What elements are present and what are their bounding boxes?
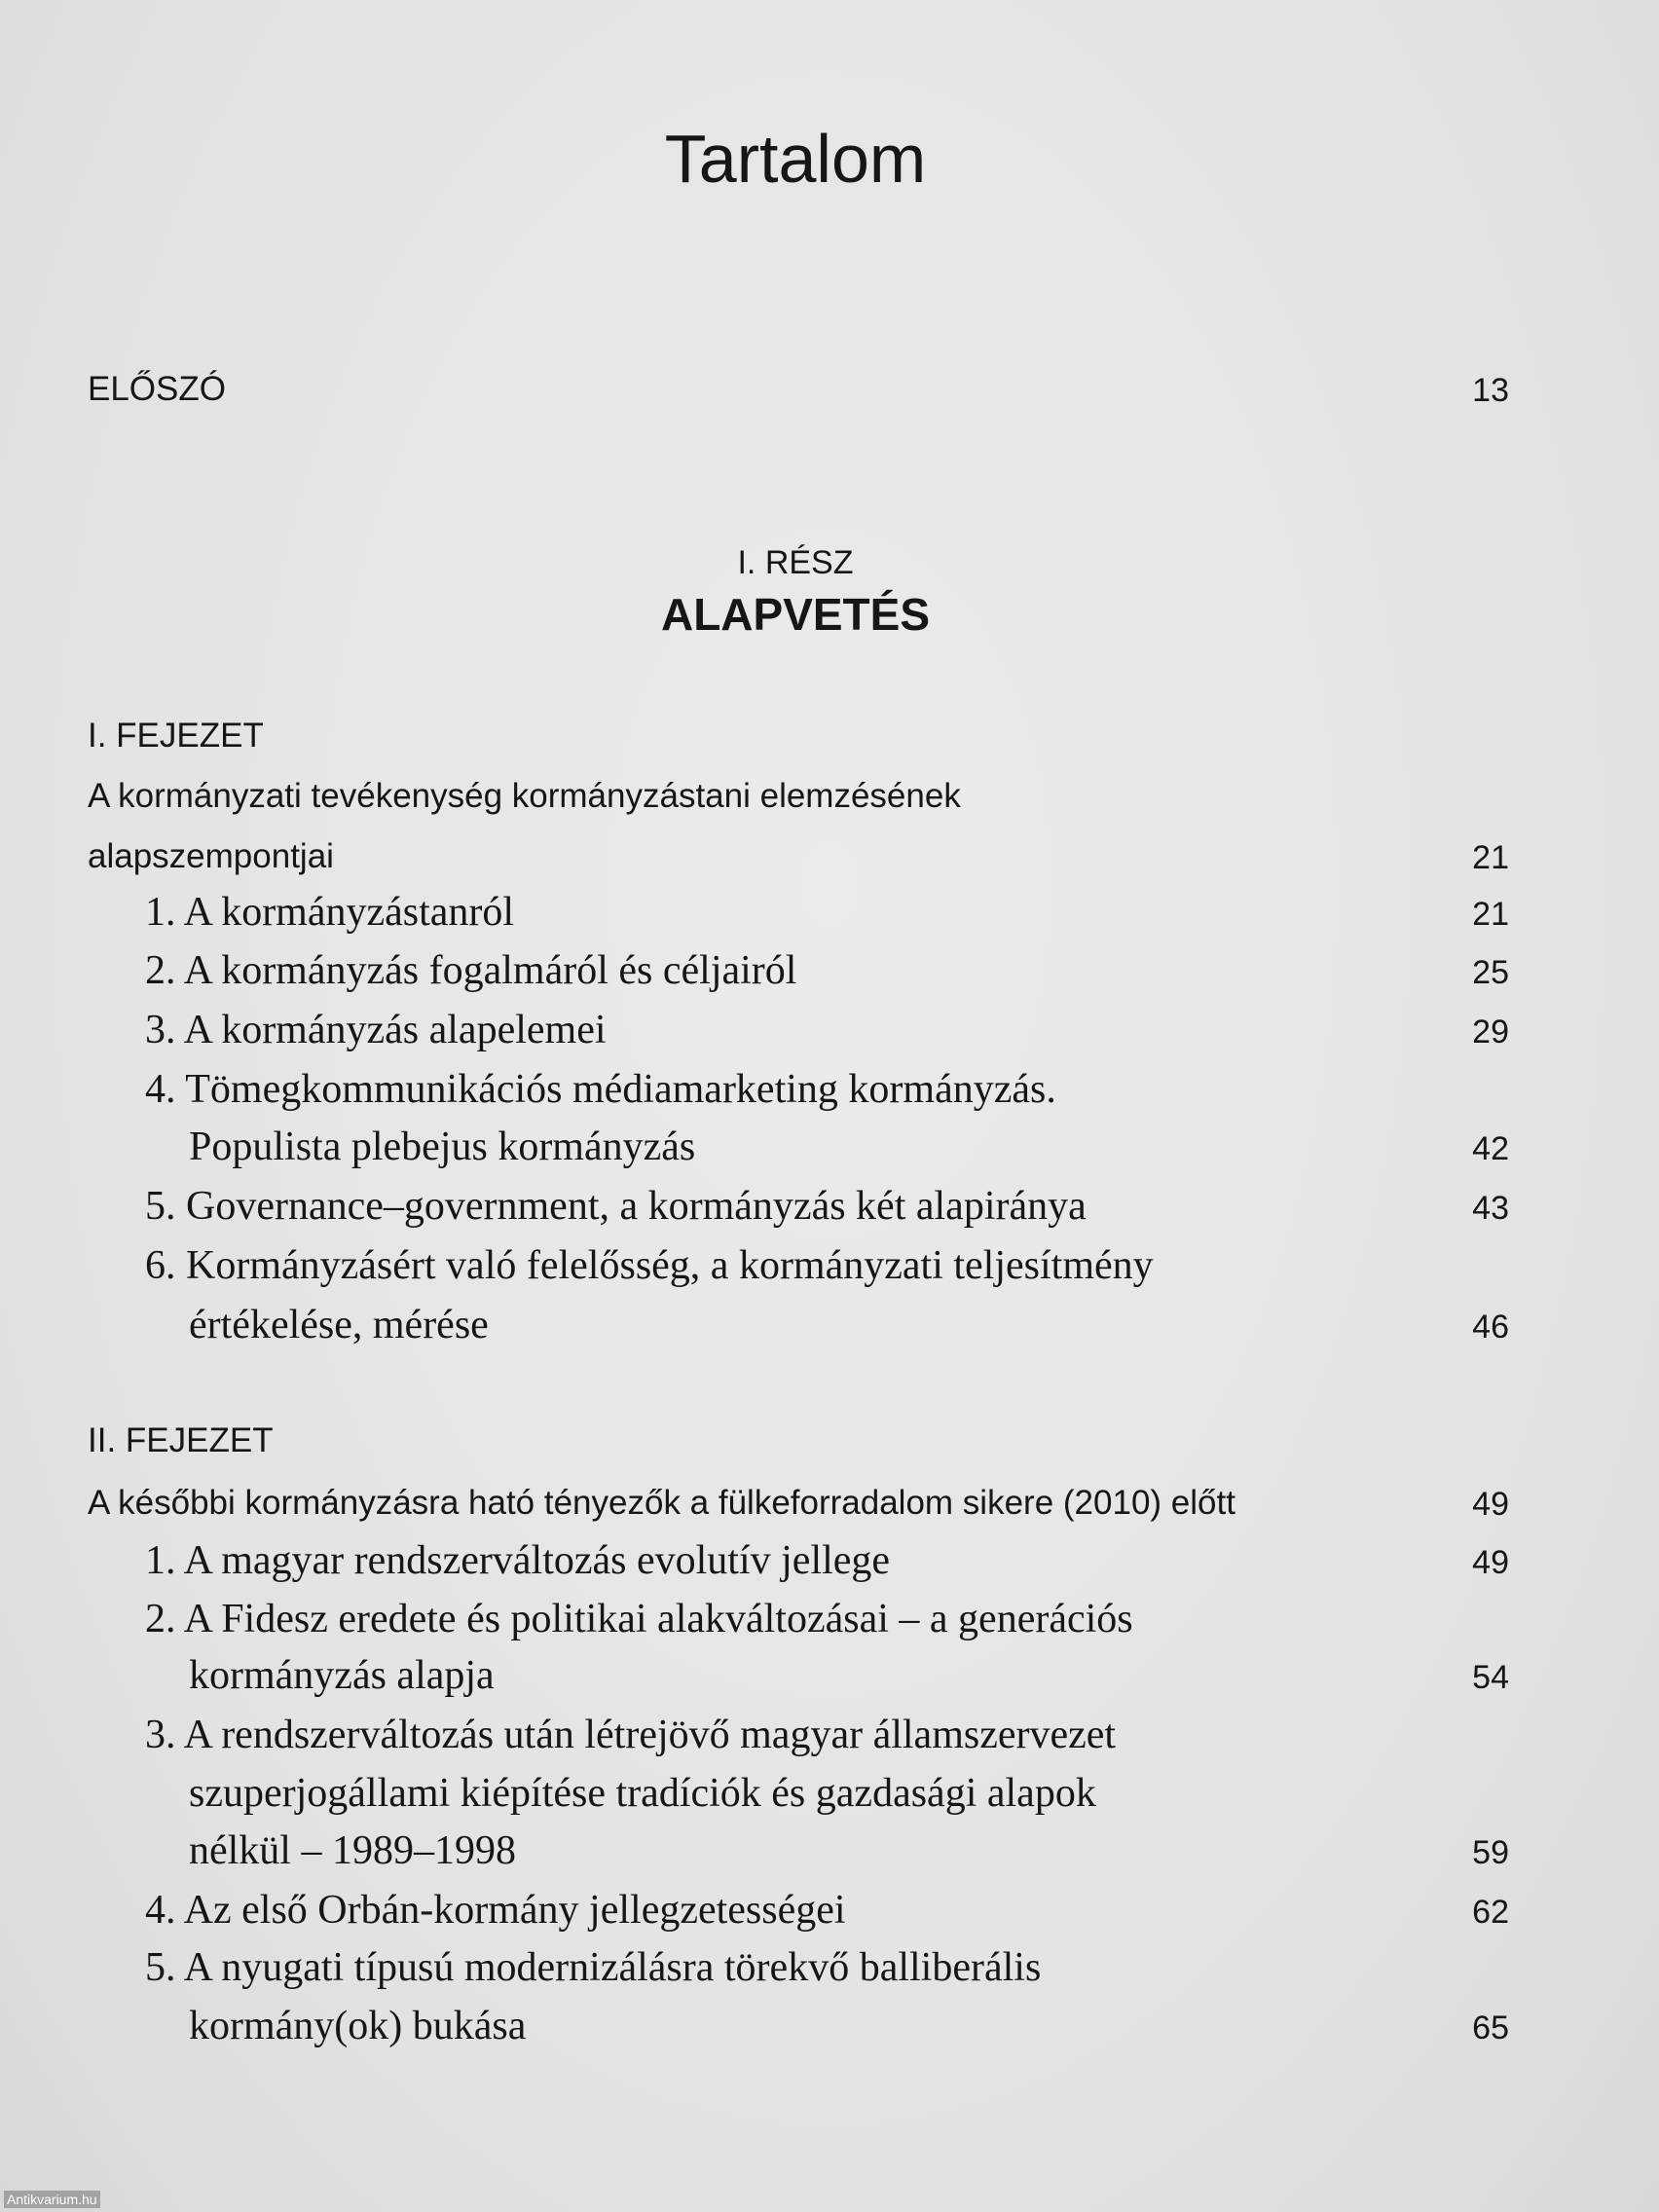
toc-entry-page-number: 54 xyxy=(1472,1659,1509,1696)
toc-entry-page-number: 65 xyxy=(1472,2009,1509,2046)
part-number: I. RÉSZ xyxy=(737,544,854,581)
toc-entry-text: 4. Tömegkommunikációs médiamarketing kormányzás. xyxy=(145,1067,1056,1112)
toc-entry-page-number: 29 xyxy=(1472,1014,1509,1051)
part-title: ALAPVETÉS xyxy=(660,589,931,640)
toc-entry-text: 3. A kormányzás alapelemei xyxy=(145,1008,607,1052)
toc-entry-page-number: 21 xyxy=(1472,896,1509,933)
toc-entry-text: 2. A Fidesz eredete és politikai alakváltozásai – a generációs xyxy=(145,1597,1133,1641)
watermark: Antikvarium.hu xyxy=(4,2191,100,2208)
toc-entry-text: 4. Az első Orbán-kormány jellegzetességei xyxy=(145,1888,846,1933)
chapter-label: I. FEJEZET xyxy=(88,717,264,755)
toc-entry-text: 1. A kormányzástanról xyxy=(145,890,515,935)
toc-entry-text: 5. Governance–government, a kormányzás két alapiránya xyxy=(145,1184,1087,1229)
chapter-label: II. FEJEZET xyxy=(88,1421,274,1459)
toc-entry-page-number: 49 xyxy=(1472,1544,1509,1581)
toc-entry-text: 1. A magyar rendszerváltozás evolutív jellege xyxy=(145,1538,891,1583)
chapter-page-number: 49 xyxy=(1472,1486,1509,1523)
toc-entry-text: kormány(ok) bukása xyxy=(189,2004,527,2048)
chapter-title: A kormányzati tevékenység kormányzástani elemzésének xyxy=(88,777,961,815)
toc-entry-text: szuperjogállami kiépítése tradíciók és gazdasági alapok xyxy=(189,1771,1096,1816)
chapter-page-number: 21 xyxy=(1472,839,1509,876)
toc-entry-page-number: 59 xyxy=(1472,1834,1509,1871)
toc-entry-text: 2. A kormányzás fogalmáról és céljairól xyxy=(145,948,797,993)
toc-entry-text: 6. Kormányzásért való felelősség, a kormányzati teljesítmény xyxy=(145,1243,1154,1288)
toc-entry-text: Populista plebejus kormányzás xyxy=(189,1124,696,1169)
toc-entry-text: 3. A rendszerváltozás után létrejövő magyar államszervezet xyxy=(145,1713,1117,1757)
chapter-title: alapszempontjai xyxy=(88,837,334,875)
toc-entry-page-number: 42 xyxy=(1472,1130,1509,1167)
eloszo-label: ELŐSZÓ xyxy=(88,370,226,408)
toc-entry-page-number: 43 xyxy=(1472,1190,1509,1227)
page-title: Tartalom xyxy=(664,121,927,197)
toc-entry-text: kormányzás alapja xyxy=(189,1653,495,1698)
toc-entry-text: 5. A nyugati típusú modernizálásra törekvő balliberális xyxy=(145,1945,1042,1990)
toc-entry-page-number: 46 xyxy=(1472,1309,1509,1346)
toc-entry-page-number: 25 xyxy=(1472,954,1509,991)
toc-entry-text: nélkül – 1989–1998 xyxy=(189,1828,516,1873)
eloszo-page: 13 xyxy=(1472,372,1509,409)
toc-entry-text: értékelése, mérése xyxy=(189,1303,489,1347)
chapter-title: A későbbi kormányzásra ható tényezők a fülkeforradalom sikere (2010) előtt xyxy=(88,1484,1235,1522)
toc-entry-page-number: 62 xyxy=(1472,1894,1509,1931)
